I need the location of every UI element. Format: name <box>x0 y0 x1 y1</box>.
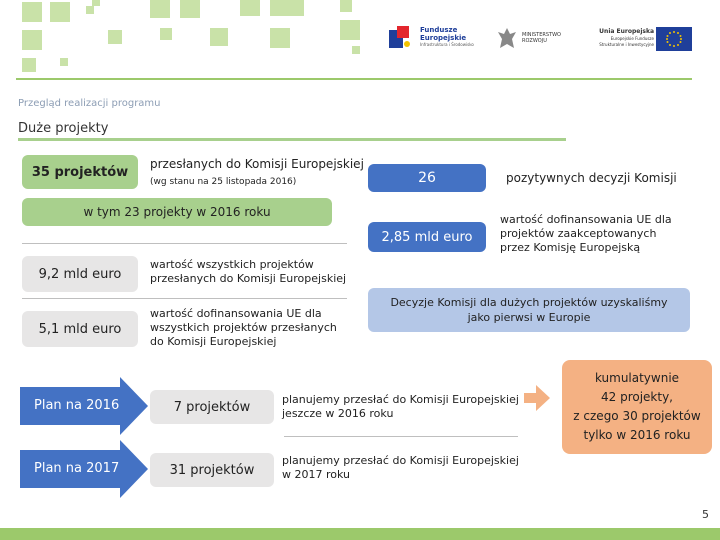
accepted-value-box: 2,85 mld euro <box>368 222 486 252</box>
divider <box>22 243 347 244</box>
plan-2017-label: Plan na 2017 <box>34 461 120 476</box>
cumulative-arrow-icon <box>524 385 550 411</box>
positive-count-box: 26 <box>368 164 486 192</box>
ministry-logo-text: MINISTERSTWO ROZWOJU <box>522 32 561 44</box>
plan-2017-desc: planujemy przesłać do Komisji Europejskiej w 2017 roku <box>282 454 519 481</box>
cumulative-line: z czego 30 projektów <box>573 409 701 423</box>
projects-count-box: 35 projektów <box>22 155 138 189</box>
projects-date: (wg stanu na 25 listopada 2016) <box>150 177 297 187</box>
positive-desc: pozytywnych decyzji Komisji <box>506 171 677 185</box>
polish-eagle-icon <box>496 26 518 52</box>
page-number: 5 <box>702 508 709 521</box>
eu-value-box: 5,1 mld euro <box>22 311 138 347</box>
cumulative-line: kumulatywnie <box>594 371 680 385</box>
page-heading: Duże projekty <box>18 121 109 136</box>
plan-2016-label: Plan na 2016 <box>34 398 120 413</box>
fundusze-europejskie-logo-icon <box>387 24 417 54</box>
heading-underline <box>18 138 566 141</box>
footer-bar <box>0 528 720 540</box>
ue-logo-text: Unia Europejska Europejskie Fundusze Strukturalne i Inwestycyjne <box>599 28 654 47</box>
first-in-europe-box: Decyzje Komisji dla dużych projektów uzyskaliśmy jako pierwsi w Europie <box>368 288 690 332</box>
total-value-box: 9,2 mld euro <box>22 256 138 292</box>
in-2016-bar: w tym 23 projekty w 2016 roku <box>22 198 332 226</box>
projects-desc: przesłanych do Komisji Europejskiej <box>150 157 364 171</box>
accepted-desc: wartość dofinansowania UE dla projektów zaakceptowanych przez Komisję Europejską <box>500 213 672 254</box>
cumulative-box <box>562 360 712 454</box>
plan-2016-desc: planujemy przesłać do Komisji Europejskiej jeszcze w 2016 roku <box>282 393 519 420</box>
total-value-desc: wartość wszystkich projektów przesłanych do Komisji Europejskiej <box>150 258 347 285</box>
section-title: Przegląd realizacji programu <box>18 98 161 109</box>
header-divider <box>16 78 692 80</box>
fundusze-logo-text: Fundusze Europejskie Infrastruktura i Środowisko <box>420 26 474 47</box>
divider <box>284 436 518 437</box>
plan-2016-count-box: 7 projektów <box>150 390 274 424</box>
cumulative-line: tylko w 2016 roku <box>583 428 691 442</box>
plan-2017-count-box: 31 projektów <box>150 453 274 487</box>
eu-flag-icon <box>656 27 692 51</box>
cumulative-line: 42 projekty, <box>601 390 673 404</box>
divider <box>22 298 347 299</box>
eu-value-desc: wartość dofinansowania UE dla wszystkich projektów przesłanych do Komisji Europejskiej <box>150 307 337 348</box>
